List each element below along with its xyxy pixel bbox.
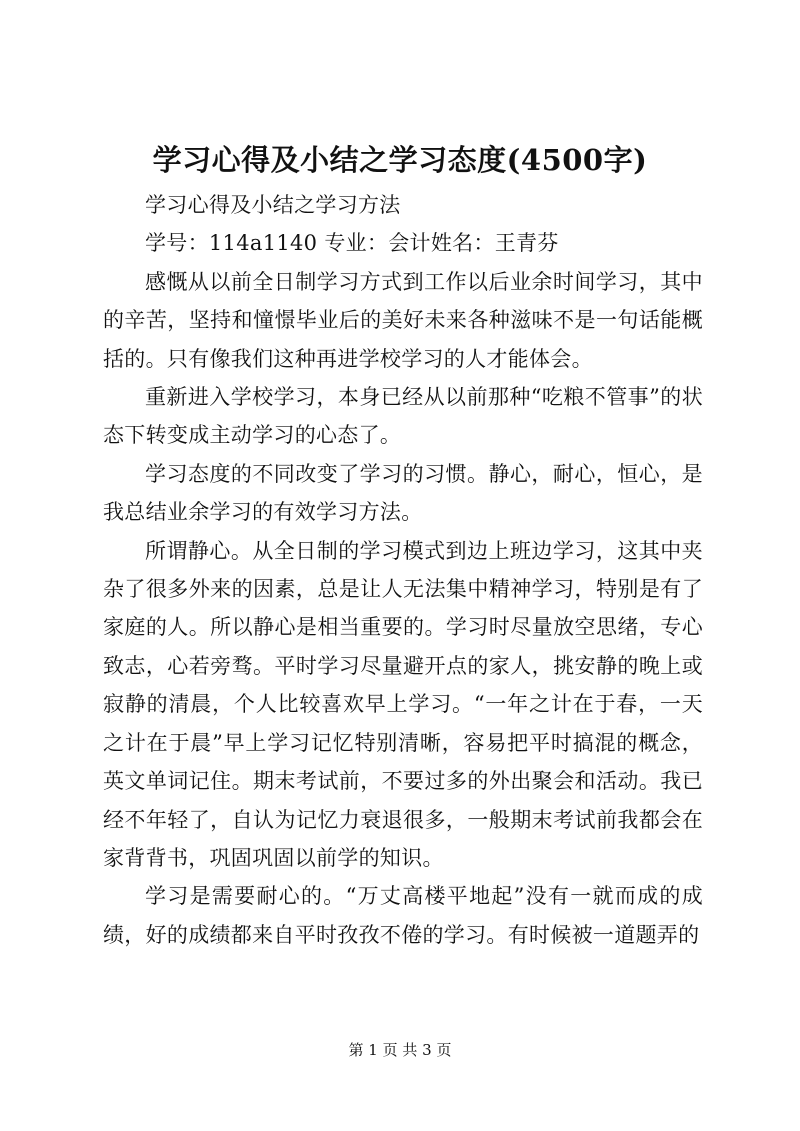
author-info-paragraph: 学号：114a1140 专业：会计姓名：王青芬 bbox=[145, 231, 559, 256]
document-title: 学习心得及小结之学习态度(4500字) bbox=[152, 143, 648, 177]
body-paragraph: 感慨从以前全日制学习方式到工作以后业余时间学习，其中的辛苦，坚持和憧憬毕业后的美好未来各种滋味不是一句话能概括的。只有像我们这种再进学校学习的人才能体会。 bbox=[103, 269, 703, 371]
body-paragraph: 学习态度的不同改变了学习的习惯。静心，耐心，恒心，是我总结业余学习的有效学习方法。 bbox=[103, 461, 703, 525]
subtitle-paragraph: 学习心得及小结之学习方法 bbox=[145, 193, 401, 217]
body-paragraph: 学习是需要耐心的。“万丈高楼平地起”没有一就而成的成绩，好的成绩都来自平时孜孜不倦的学习。有时候被一道题弄的 bbox=[103, 884, 703, 947]
document-body bbox=[103, 186, 703, 954]
body-paragraph: 重新进入学校学习，本身已经从以前那种“吃粮不管事”的状态下转变成主动学习的心态了。 bbox=[103, 385, 703, 448]
page-footer: 第 1 页 共 3 页 bbox=[348, 1041, 452, 1059]
body-paragraph: 所谓静心。从全日制的学习模式到边上班边学习，这其中夹杂了很多外来的因素，总是让人无法集中精神学习，特别是有了家庭的人。所以静心是相当重要的。学习时尽量放空思绪，专心致志，心若旁骛。平时学习尽量避开点的家人，挑安静的晚上或寂静的清晨，个人比较喜欢早上学习。“一年之计在于春，一天之计在于晨”早上学习记忆特别清晰，容易把平时搞混的概念，英文单词记住。期末考试前，不要过多的外出聚会和活动。我已经不年轻了，自认为记忆力衰退很多，一般期末考试前我都会在家背背书，巩固巩固以前学的知识。 bbox=[103, 538, 703, 870]
